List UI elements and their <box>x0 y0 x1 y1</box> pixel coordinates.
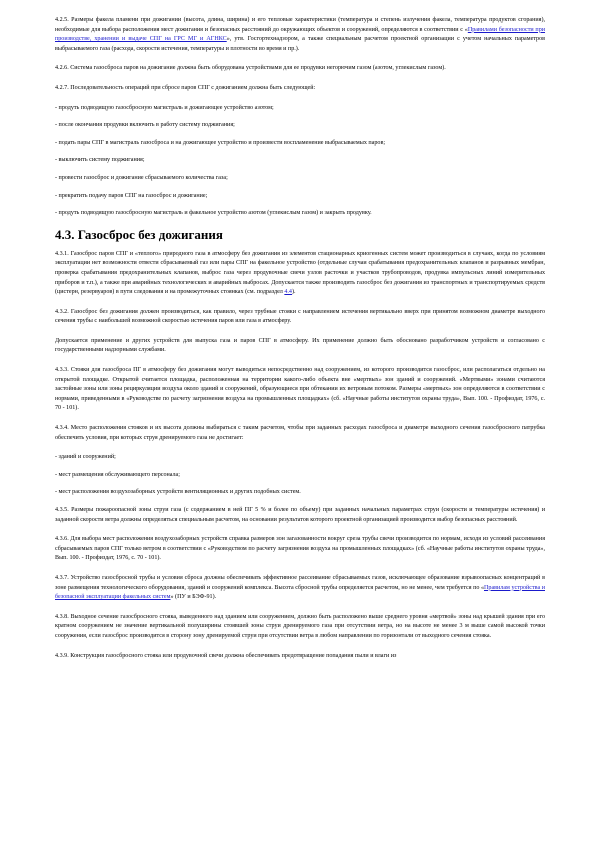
link-safety-rules-lng[interactable]: Правилами безопасности при производстве, хранении и выдаче СПГ на ГРС МГ и АГНКС <box>55 26 546 43</box>
paragraph-text: 4.3.1. Газосброс паров СПГ и «теплого» природного газа в атмосферу без дожигания из элементов стационарных криогенных систем может производиться в случаях, когда по условиям эксплуатации нет возможности отвести сбрасываемый газ или пары СПГ на факельное устройство (отдельные случаи срабатывания предохранительных клапанов и разрывных мембран, проверка срабатывания предохранительных клапанов, выброс газа через продувочные свечи узлов расточки и участков трубопроводов, продувка импульсных линий измерительных приборов и т.п.), а также при аварийных технологических и аварийных выбросах. Допускается также производить газосброс без дожигания из транспортных и транспортируемых средств (цистерн, резервуаров) в пути следования и на промежуточных стоянках (см. подраздел <box>55 250 545 296</box>
link-subsection-4-4[interactable]: 4.4 <box>284 289 292 296</box>
list-item: - выключить систему поджигания; <box>55 157 145 164</box>
list-item: - мест расположения воздухозаборных устройств вентиляционных и других подобных систем. <box>55 489 301 496</box>
paragraph-4-3-4: 4.3.4. Место расположения стояков и их высота должны выбираться с таким расчетом, чтобы при заданных расходах газосброса и диаметре выходного сечения газосбросного патрубка обеспечить условия, при которых струя дренируемого газа не достигает: <box>55 425 545 441</box>
list-item: - продуть подводящую газосбросную магистраль и факельное устройство азотом (углекислым газом) и закрыть продувку. <box>55 210 372 217</box>
paragraph-4-2-5 <box>55 16 545 54</box>
list-item: - зданий и сооружений; <box>55 454 116 461</box>
paragraph-text: ). <box>291 289 296 296</box>
list-item: - после окончания продувки включить в работу систему поджигания; <box>55 122 235 129</box>
list-item: - провести газосброс и дожигание сбрасываемого количества газа; <box>55 174 228 181</box>
paragraph-4-3-9: 4.3.9. Конструкция газосбросного стояка или продувочной свечи должна обеспечивать предотвращение попадания пыли и влаги из <box>55 652 397 659</box>
paragraph-4-2-6: 4.2.6. Система газосброса паров на дожигание должна быть оборудована устройствами для ее продувки негорючим газом (азотом, углекислым газом). <box>55 65 446 72</box>
paragraph-4-2-7: 4.2.7. Последовательность операций при сбросе паров СПГ с дожиганием должна быть следующей: <box>55 84 316 91</box>
paragraph-4-3-5: 4.3.5. Размеры пожароопасной зоны струи газа (с содержанием в ней ПГ 5 % и более по объему) при заданных начальных параметрах струи (скорости и температуры истечения) и заданной скорости ветра должны определяться специальным расчетом, на основании результатов которого проектной организацией производится выбор безопасных расстояний. <box>55 507 545 523</box>
paragraph-4-3-6: 4.3.6. Для выбора мест расположения воздухозаборных устройств справка размеров зон загазованности вокруг среза трубы свечи производится по нормам, исходя из условий рассеивания сбрасываемых паров СПГ только ветром в соответствии с «Руководством по расчету загрязнения воздуха на промышленных площадках» (сб. «Научные работы институтов охраны труда», Вып. 100. - Профиздат, 1976, с. 70 - 101). <box>55 536 545 562</box>
list-item: - продуть подводящую газосбросную магистраль и дожигающее устройство азотом; <box>55 104 274 111</box>
section-heading-4-3: 4.3. Газосброс без дожигания <box>55 226 223 242</box>
list-item: - подать пары СПГ в магистраль газосброса и на дожигающее устройство и произвести воспламенение выбрасываемых паров; <box>55 139 386 146</box>
paragraph-4-3-1 <box>55 250 545 298</box>
paragraph-text: », утв. Госгортехнадзором, а также специальным расчетом проектной организации с учетом начальных параметров выбрасываемого газа (расхода, скорости истечения, температуры и плотности во время и пр.). <box>55 36 545 52</box>
link-flare-systems-rules[interactable]: Правилам устройства и безопасной эксплуатации факельных систем <box>55 584 545 601</box>
paragraph-text: 4.2.5. Размеры факела пламени при дожигании (высота, длина, ширина) и его тепловые характеристики (температура и степень излучения факела, температура продуктов сгорания), необходимые для выбора расположения мест дожигания и безопасных расстояний до окружающих объектов и сооружений, определяются в соответствии с « <box>55 17 545 33</box>
paragraph-4-3-3: 4.3.3. Стояки для газосброса ПГ в атмосферу без дожигания могут выводиться непосредственно над сооружением, из которого производится газосброс, или располагаться отдельно на открытой площадке. Открытой считается площадка, расположенная на территории какого-либо объекта вне «мертвых» зон зданий и сооружений. «Мертвыми» зонами считаются застойные зоны или зоны рециркуляции воздуха около зданий и сооружений, образующиеся при обтекании их ветровым потоком. Размеры «мертвых» зон определяются в соответствии с нормами, приведенными в «Руководстве по расчету загрязнения воздуха на промышленных площадках» (сб. «Научные работы институтов охраны труда», Вып. 100. - Профиздат, 1976, с. 70 - 101). <box>55 367 545 412</box>
paragraph-4-3-2-note: Допускается применение и других устройств для выпуска газа и паров СПГ в атмосферу. Их применение должно быть обосновано разработчиком устройств и согласовано с государственными надзорными службами. <box>55 337 545 354</box>
paragraph-4-3-7 <box>55 574 545 603</box>
paragraph-text: » (ПУ и БЭФ-91). <box>170 594 217 601</box>
paragraph-text: 4.3.7. Устройство газосбросной трубы и условия сброса должны обеспечивать эффективное рассеивание сбрасываемых газов, исключающее образование взрывоопасных концентраций в зоне размещения технологического оборудования, зданий и сооружений комплекса. Высота сбросной трубы определяется расчетом, но не менее, чем требуется по « <box>55 574 545 591</box>
list-item: - мест размещения обслуживающего персонала; <box>55 471 180 478</box>
paragraph-4-3-2: 4.3.2. Газосброс без дожигания должен производиться, как правило, через трубные стояки с направлением истечения вертикально вверх при принятом возможном диаметре выходного сечения трубы с наибольшей возможной скоростью истечения паров или газа в атмосферу. <box>55 308 545 325</box>
list-item: - прекратить подачу паров СПГ на газосброс и дожигание; <box>55 192 208 199</box>
paragraph-4-3-8: 4.3.8. Выходное сечение газосбросного стояка, выведенного над зданием или сооружением, должно быть расположено выше среднего уровня «мертвой» зоны над крышей здания при его кратном сооружением не значение вертикальной полуширины стоявшей зоны струи дренируемого газа при отсутствии ветра, но на высоте не менее 3 м выше самой высокой точки сооружения, если газосброс производится в сторону зону дренируемой струи при отсутствии ветра в любом направлении по горизонтали от выходного сечения стояка. <box>55 613 545 639</box>
